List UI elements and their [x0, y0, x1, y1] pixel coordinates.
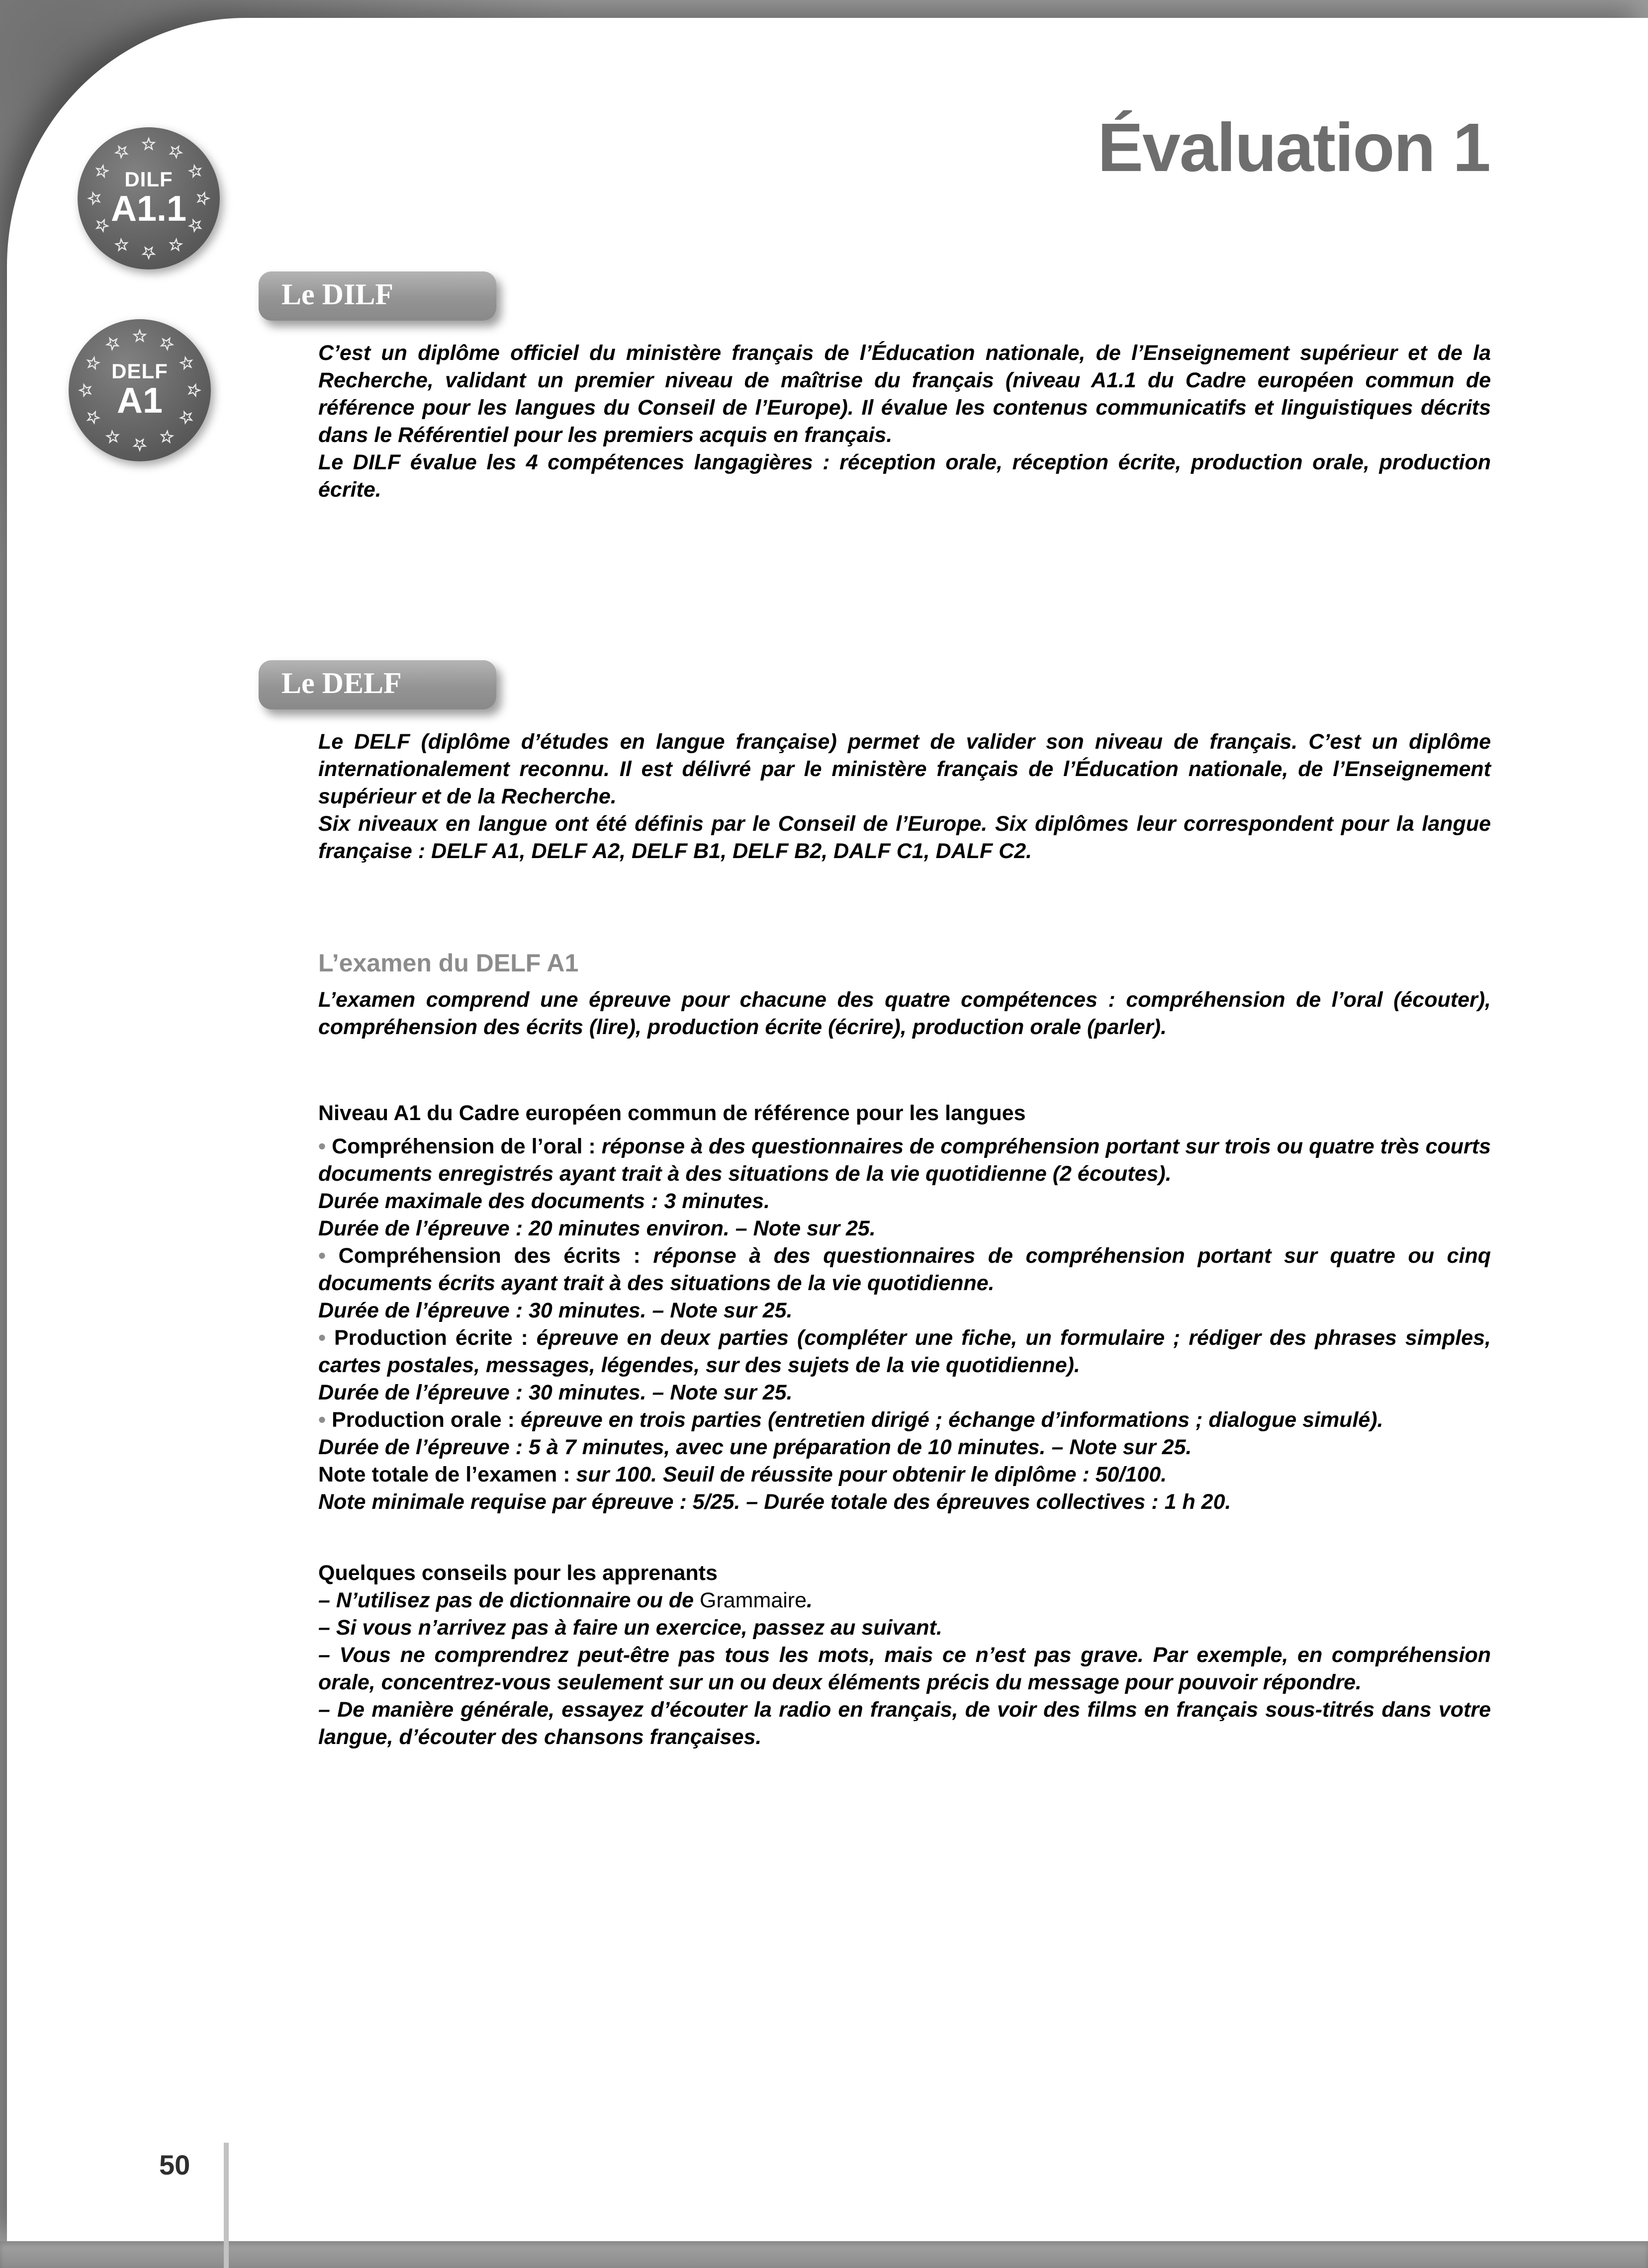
note-minimale-line — [318, 1488, 1491, 1516]
dilf-description — [259, 340, 1491, 504]
text-run: Note totale de l’examen : — [318, 1463, 576, 1486]
dilf-a11-badge — [78, 127, 220, 269]
text-run: réponse à des questionnaires de compréhension portant sur trois ou quatre très courts documents enregistrés ayant trait à des situations de la vie quotidienne (2 écoutes). — [318, 1134, 1491, 1186]
text-run: Durée maximale des documents : 3 minutes. — [318, 1189, 770, 1213]
text-run: – Si vous n’arrivez pas à faire un exercice, passez au suivant. — [318, 1616, 942, 1640]
duree-line — [318, 1297, 1491, 1324]
conseil-item — [318, 1696, 1491, 1751]
bullet-production-ecrite — [318, 1324, 1491, 1379]
niveau-block — [259, 1100, 1491, 1127]
note-totale-line — [318, 1461, 1491, 1488]
duree-line — [318, 1379, 1491, 1406]
text-run: Le DELF (diplôme d’études en langue française) permet de valider son niveau de français. C’est un diplôme internationalement reconnu. Il est délivré par le ministère français de l’Éducation nationale, de l’Enseignement supérieur et de la Recherche. — [318, 730, 1491, 808]
badge-exam-name: DILF — [124, 168, 173, 191]
text-run: épreuve en deux parties (compléter une fiche, un formulaire ; rédiger des phrases simples, cartes postales, messages, légendes, sur des sujets de la vie quotidienne). — [318, 1326, 1491, 1377]
footer-rule — [224, 2143, 229, 2268]
exam-intro — [259, 986, 1491, 1041]
dilf-tab-row — [259, 271, 1491, 321]
dilf-paragraph-1 — [318, 340, 1491, 449]
delf-paragraph-1 — [318, 728, 1491, 810]
text-run: Durée de l’épreuve : 20 minutes environ. – Note sur 25. — [318, 1217, 876, 1240]
text-run: Durée de l’épreuve : 5 à 7 minutes, avec une préparation de 10 minutes. – Note sur 25. — [318, 1435, 1192, 1459]
delf-paragraph-2 — [318, 810, 1491, 865]
conseils-section — [259, 1560, 1491, 1751]
section-tab-dilf: Le DILF — [259, 271, 496, 321]
text-run: • — [318, 1134, 332, 1158]
text-run: réponse à des questionnaires de compréhension portant sur quatre ou cinq documents écrits ayant trait à des situations de la vie quotidienne. — [318, 1244, 1491, 1295]
text-run: Grammaire — [700, 1588, 807, 1612]
conseil-item — [318, 1614, 1491, 1642]
text-run: Production écrite : — [334, 1326, 537, 1350]
text-run: Compréhension des écrits : — [338, 1244, 653, 1268]
dilf-paragraph-2 — [318, 449, 1491, 504]
text-run: – N’utilisez pas de dictionnaire ou de — [318, 1588, 700, 1612]
text-run: Compréhension de l’oral : — [332, 1134, 602, 1158]
text-run: épreuve en trois parties (entretien dirigé ; échange d’informations ; dialogue simulé). — [520, 1408, 1383, 1432]
page-number: 50 — [159, 2149, 190, 2181]
conseils-title: Quelques conseils pour les apprenants — [318, 1561, 718, 1585]
main-content — [259, 271, 1491, 1751]
text-run: Production orale : — [332, 1408, 521, 1432]
text-run: – De manière générale, essayez d’écouter la radio en français, de voir des films en français sous-titrés dans votre langue, d’écouter des chansons françaises. — [318, 1698, 1491, 1749]
conseil-item — [318, 1642, 1491, 1696]
exam-components-list — [259, 1133, 1491, 1516]
text-run: Note minimale requise par épreuve : 5/25. – Durée totale des épreuves collectives : 1 h 20. — [318, 1490, 1231, 1514]
bullet-production-orale — [318, 1406, 1491, 1434]
duree-line — [318, 1215, 1491, 1242]
delf-a1-badge — [69, 319, 211, 461]
text-run: Six niveaux en langue ont été définis par le Conseil de l’Europe. Six diplômes leur correspondent pour la langue française : DELF A1, DELF A2, DELF B1, DELF B2, DALF C1, DALF C2. — [318, 812, 1491, 863]
text-run: Durée de l’épreuve : 30 minutes. – Note sur 25. — [318, 1299, 793, 1322]
text-run: L’examen comprend une épreuve pour chacune des quatre compétences : compréhension de l’oral (écouter), compréhension des écrits (lire), production écrite (écrire), production orale (parler). — [318, 988, 1491, 1039]
text-run: – Vous ne comprendrez peut-être pas tous les mots, mais ce n’est pas grave. Par exemple, en compréhension orale, concentrez-vous seulement sur un ou deux éléments précis du message pour pouvoir répondre. — [318, 1643, 1491, 1694]
badge-exam-level: A1 — [116, 381, 163, 421]
exam-intro-paragraph — [318, 986, 1491, 1041]
delf-description — [259, 728, 1491, 865]
text-run: • — [318, 1408, 332, 1432]
exam-section-heading: L’examen du DELF A1 — [318, 949, 579, 977]
section-tab-delf: Le DELF — [259, 660, 496, 709]
text-run: . — [807, 1588, 813, 1612]
duree-line — [318, 1434, 1491, 1461]
text-run: Le DILF évalue les 4 compétences langagières : réception orale, réception écrite, production orale, production écrite. — [318, 450, 1491, 502]
text-run: C’est un diplôme officiel du ministère français de l’Éducation nationale, de l’Enseignement supérieur et de la Recherche, validant un premier niveau de maîtrise du français (niveau A1.1 du Cadre européen commun de référence pour les langues du Conseil de l’Europe). Il évalue les contenus communicatifs et linguistiques décrits dans le Référentiel pour les premiers acquis en français. — [318, 341, 1491, 447]
conseil-item — [318, 1587, 1491, 1614]
text-run: Durée de l’épreuve : 30 minutes. – Note sur 25. — [318, 1381, 793, 1404]
page-title: Évaluation 1 — [1098, 109, 1490, 186]
badge-exam-level: A1.1 — [110, 189, 187, 229]
text-run: • — [318, 1244, 339, 1268]
badge-exam-name: DELF — [111, 359, 168, 383]
duree-line — [318, 1188, 1491, 1215]
bullet-comprehension-ecrits — [318, 1242, 1491, 1297]
delf-tab-row — [259, 660, 1491, 709]
bottom-bar — [0, 2241, 1648, 2268]
text-run: • — [318, 1326, 334, 1350]
niveau-title: Niveau A1 du Cadre européen commun de référence pour les langues — [318, 1101, 1026, 1125]
bullet-comprehension-oral — [318, 1133, 1491, 1188]
text-run: sur 100. Seuil de réussite pour obtenir le diplôme : 50/100. — [576, 1463, 1167, 1486]
